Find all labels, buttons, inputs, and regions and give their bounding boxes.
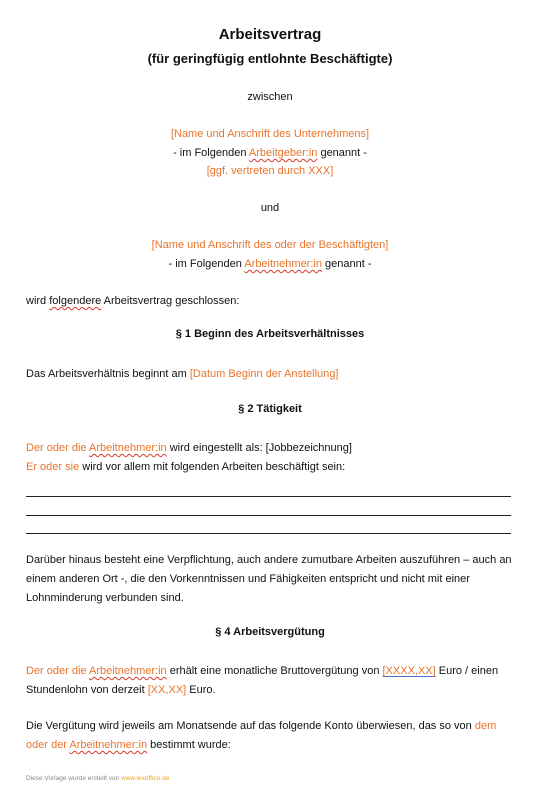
employee-name-placeholder: [Name und Anschrift des oder der Beschäftigten] [151, 239, 389, 251]
section1-sentence: Das Arbeitsverhältnis beginnt am [26, 368, 190, 380]
section4-heading: § 4 Arbeitsvergütung [215, 626, 325, 638]
employee-role: Arbeitnehmer:in [244, 258, 322, 270]
section4-p2-role: Arbeitnehmer:in [69, 739, 148, 751]
section4-p1-orange: Der oder die [26, 665, 89, 677]
document-title: Arbeitsvertrag [218, 26, 322, 43]
employer-name-placeholder: [Name und Anschrift des Unternehmens] [170, 128, 370, 140]
section1-heading: § 1 Beginn des Arbeitsverhältnisses [175, 328, 365, 340]
section2-heading: § 2 Tätigkeit [238, 403, 302, 415]
section2-line2 [26, 458, 516, 477]
employer-representative-placeholder: [ggf. vertreten durch XXX] [206, 165, 334, 177]
section4-paragraph1 [26, 662, 516, 700]
intro-sentence [26, 292, 516, 311]
section4-p1-text2: Euro / einen Stundenlohn von derzeit [26, 665, 499, 696]
section4-paragraph2 [26, 717, 516, 755]
section2-line1-role: Arbeitnehmer:in [88, 442, 167, 454]
section4-p1-text: erhält eine monatliche Bruttovergütung von [166, 665, 383, 677]
footer-note [26, 775, 169, 782]
section4-p2-orange: dem oder der [26, 720, 497, 751]
section2-line1-orange: Der oder die [26, 442, 89, 454]
section4-p2-text: Die Vergütung wird jeweils am Monatsende auf das folgende Konto überwiesen, das so von [26, 720, 475, 732]
start-date-placeholder: [Datum Beginn der Anstellung] [189, 368, 339, 380]
section4-p1-role: Arbeitnehmer:in [88, 665, 167, 677]
monthly-salary-placeholder: [XXXX,XX] [382, 665, 436, 677]
section2-paragraph: Darüber hinaus besteht eine Verpflichtung, auch andere zumutbare Arbeiten auszuführen – auch an einem anderen Ort -, die den Vorkenntnissen und Fähigkeiten entspricht und nicht mit einer Lohnminderung verbunden sind. [26, 554, 512, 604]
intro-misspelled-word: folgendere [49, 295, 102, 307]
employee-role-suffix: genannt - [321, 258, 372, 270]
footer-link[interactable]: www.lexoffice.de [121, 775, 170, 782]
and-label: und [260, 202, 280, 214]
section2-line1-rest: wird eingestellt als: [Jobbezeichnung] [166, 442, 352, 454]
employer-role: Arbeitgeber:in [248, 147, 318, 159]
employer-role-suffix: genannt - [317, 147, 367, 159]
hourly-wage-placeholder: [XX,XX] [147, 684, 187, 696]
footer-text: Diese Vorlage wurde erstellt von [26, 775, 122, 782]
section1-text [26, 365, 516, 384]
tasks-blank-line-3 [26, 533, 511, 534]
employee-role-line [0, 255, 540, 274]
tasks-blank-line-2 [26, 515, 511, 516]
employer-role-prefix: - im Folgenden [173, 147, 249, 159]
intro-suffix: Arbeitsvertrag geschlossen: [101, 295, 240, 307]
section4-p2-end: bestimmt wurde: [147, 739, 231, 751]
section4-p1-text3: Euro. [186, 684, 216, 696]
employee-role-prefix: - im Folgenden [168, 258, 245, 270]
employer-role-line [0, 144, 540, 163]
document-subtitle: (für geringfügig entlohnte Beschäftigte) [147, 51, 393, 66]
between-label: zwischen [247, 91, 293, 103]
tasks-blank-line-1 [26, 496, 511, 497]
section2-line1 [26, 439, 516, 458]
intro-prefix: wird [26, 295, 50, 307]
section2-line2-rest: wird vor allem mit folgenden Arbeiten beschäftigt sein: [79, 461, 346, 473]
section2-line2-orange: Er oder sie [26, 461, 80, 473]
